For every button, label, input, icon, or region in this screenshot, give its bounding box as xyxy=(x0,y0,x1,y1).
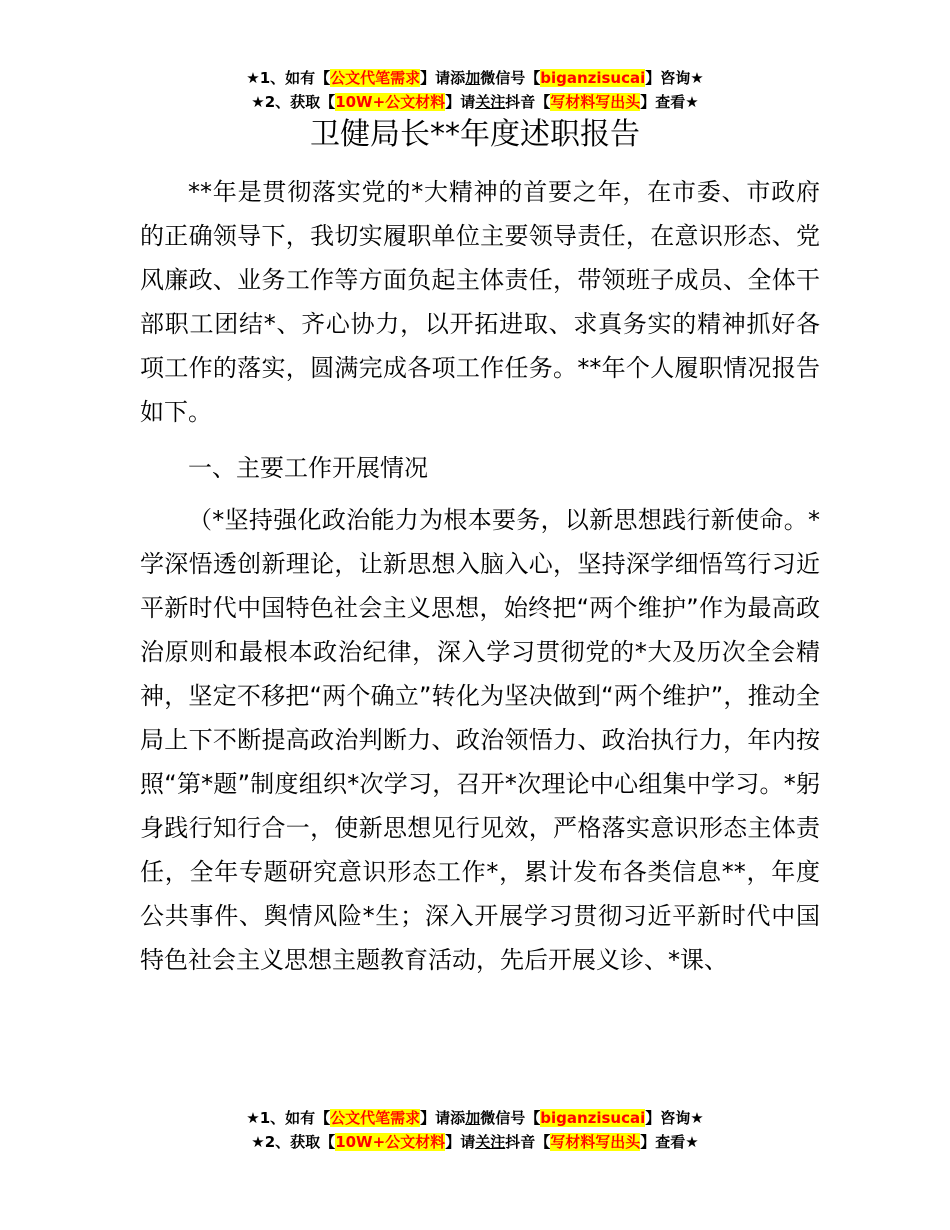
banner-text: 】查看★ xyxy=(640,93,699,111)
banner-line-1 xyxy=(0,66,950,90)
document-body xyxy=(140,170,820,982)
banner-text: 】咨询★ xyxy=(645,69,704,87)
banner-text: 】请 xyxy=(445,93,476,111)
document-title: 卫健局长**年度述职报告 xyxy=(310,117,640,152)
intro-paragraph: **年是贯彻落实党的*大精神的首要之年，在市委、市政府的正确领导下，我切实履职单位主要领导责任，在意识形态、党风廉政、业务工作等方面负起主体责任，带领班子成员、全体干部职工团结*、齐心协力，以开拓进取、求真务实的精神抓好各项工作的落实，圆满完成各项工作任务。**年个人履职情况报告如下。 xyxy=(140,178,820,426)
banner-underlined-text: 关注 xyxy=(475,93,506,111)
section-heading: 一、主要工作开展情况 xyxy=(188,454,428,482)
banner-wechat-id: biganzisucai xyxy=(540,1109,646,1127)
banner-underlined-text: 关注 xyxy=(475,1133,506,1151)
banner-highlight: 公文代笔需求 xyxy=(330,1109,421,1127)
banner-text: ★1、如有【 xyxy=(246,69,331,87)
banner-underlined-text: 加 xyxy=(465,69,481,87)
banner-text: 微信号【 xyxy=(480,69,541,87)
banner-text: 微信号【 xyxy=(480,1109,541,1127)
banner-wechat-id: biganzisucai xyxy=(540,69,646,87)
body-paragraph: （*坚持强化政治能力为根本要务，以新思想践行新使命。*学深悟透创新理论，让新思想入脑入心，坚持深学细悟笃行习近平新时代中国特色社会主义思想，始终把“两个维护”作为最高政治原则和最根本政治纪律，深入学习贯彻党的*大及历次全会精神，坚定不移把“两个确立”转化为坚决做到“两个维护”，推动全局上下不断提高政治判断力、政治领悟力、政治执行力，年内按照“第*题”制度组织*次学习，召开*次理论中心组集中学习。*躬身践行知行合一，使新思想见行见效，严格落实意识形态主体责任，全年专题研究意识形态工作*，累计发布各类信息**，年度公共事件、舆情风险*生；深入开展学习贯彻习近平新时代中国特色社会主义思想主题教育活动，先后开展义诊、*课、 xyxy=(140,506,820,974)
banner-text: ★2、获取【 xyxy=(251,93,336,111)
banner-douyin-id: 写材料写出头 xyxy=(550,1133,641,1151)
banner-text: 】请 xyxy=(445,1133,476,1151)
banner-text: 抖音【 xyxy=(505,1133,551,1151)
banner-line-1 xyxy=(0,1106,950,1130)
banner-line-2 xyxy=(0,90,950,114)
banner-text: 】咨询★ xyxy=(645,1109,704,1127)
banner-highlight: 公文代笔需求 xyxy=(330,69,421,87)
banner-text: 】请添 xyxy=(420,69,466,87)
footer-banner xyxy=(0,1106,950,1154)
banner-text: 】查看★ xyxy=(640,1133,699,1151)
banner-text: 】请添 xyxy=(420,1109,466,1127)
banner-underlined-text: 加 xyxy=(465,1109,481,1127)
banner-douyin-id: 写材料写出头 xyxy=(550,93,641,111)
banner-highlight: 10W+公文材料 xyxy=(335,1133,446,1151)
header-banner xyxy=(0,66,950,114)
banner-line-2 xyxy=(0,1130,950,1154)
banner-text: ★2、获取【 xyxy=(251,1133,336,1151)
banner-text: ★1、如有【 xyxy=(246,1109,331,1127)
banner-text: 抖音【 xyxy=(505,93,551,111)
banner-highlight: 10W+公文材料 xyxy=(335,93,446,111)
